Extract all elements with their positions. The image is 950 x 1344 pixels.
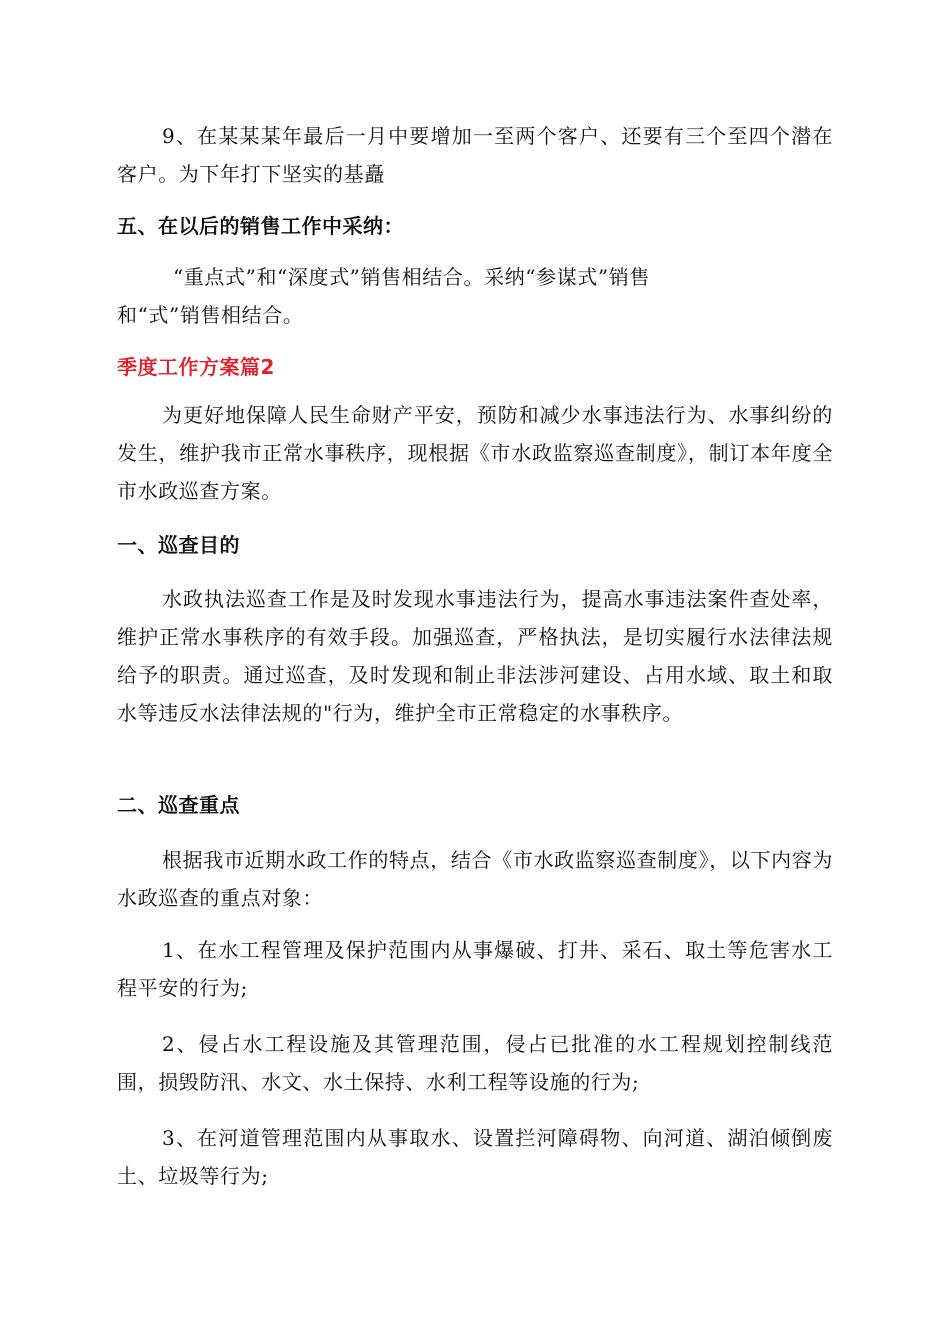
paragraph-sales-methods <box>117 258 833 334</box>
list-item-1: 1、在水工程管理及保护范围内从事爆破、打井、采石、取土等危害水工程平安的行为; <box>117 938 833 1000</box>
heading-purpose: 一、巡查目的 <box>117 533 240 557</box>
paragraph-purpose: 水政执法巡查工作是及时发现水事违法行为，提高水事违法案件查处率，维护正常水事秩序的有效手段。加强巡查，严格执法，是切实履行水法律法规给予的职责。通过巡查，及时发现和制止非法涉河建设、占用水域、取土和取水等违反水法律法规的"行为，维护全市正常稳定的水事秩序。 <box>117 587 833 725</box>
list-item-2: 2、侵占水工程设施及其管理范围，侵占已批准的水工程规划控制线范围，损毁防汛、水文、水土保持、水利工程等设施的行为; <box>117 1032 833 1094</box>
paragraph-intro: 为更好地保障人民生命财产平安，预防和减少水事违法行为、水事纠纷的发生，维护我市正常水事秩序，现根据《市水政监察巡查制度》，制订本年度全市水政巡查方案。 <box>117 403 833 503</box>
paragraph-sales-methods-line1: “重点式”和“深度式”销售相结合。采纳“参谋式”销售 <box>173 265 650 289</box>
section-title-text: 季度工作方案篇2 <box>117 355 275 379</box>
paragraph-focus: 根据我市近期水政工作的特点，结合《市水政监察巡查制度》，以下内容为水政巡查的重点对象： <box>117 848 833 910</box>
heading-focus: 二、巡查重点 <box>117 793 240 817</box>
list-item-3: 3、在河道管理范围内从事取水、设置拦河障碍物、向河道、湖泊倾倒废土、垃圾等行为; <box>117 1126 833 1188</box>
paragraph-item-9: 9、在某某某年最后一月中要增加一至两个客户、还要有三个至四个潜在客户。为下年打下坚实的基矗 <box>117 124 833 186</box>
section-title <box>117 352 833 382</box>
paragraph-sales-methods-line2: 和“式”销售相结合。 <box>117 303 304 327</box>
heading-section-5: 五、在以后的销售工作中采纳： <box>117 214 404 238</box>
